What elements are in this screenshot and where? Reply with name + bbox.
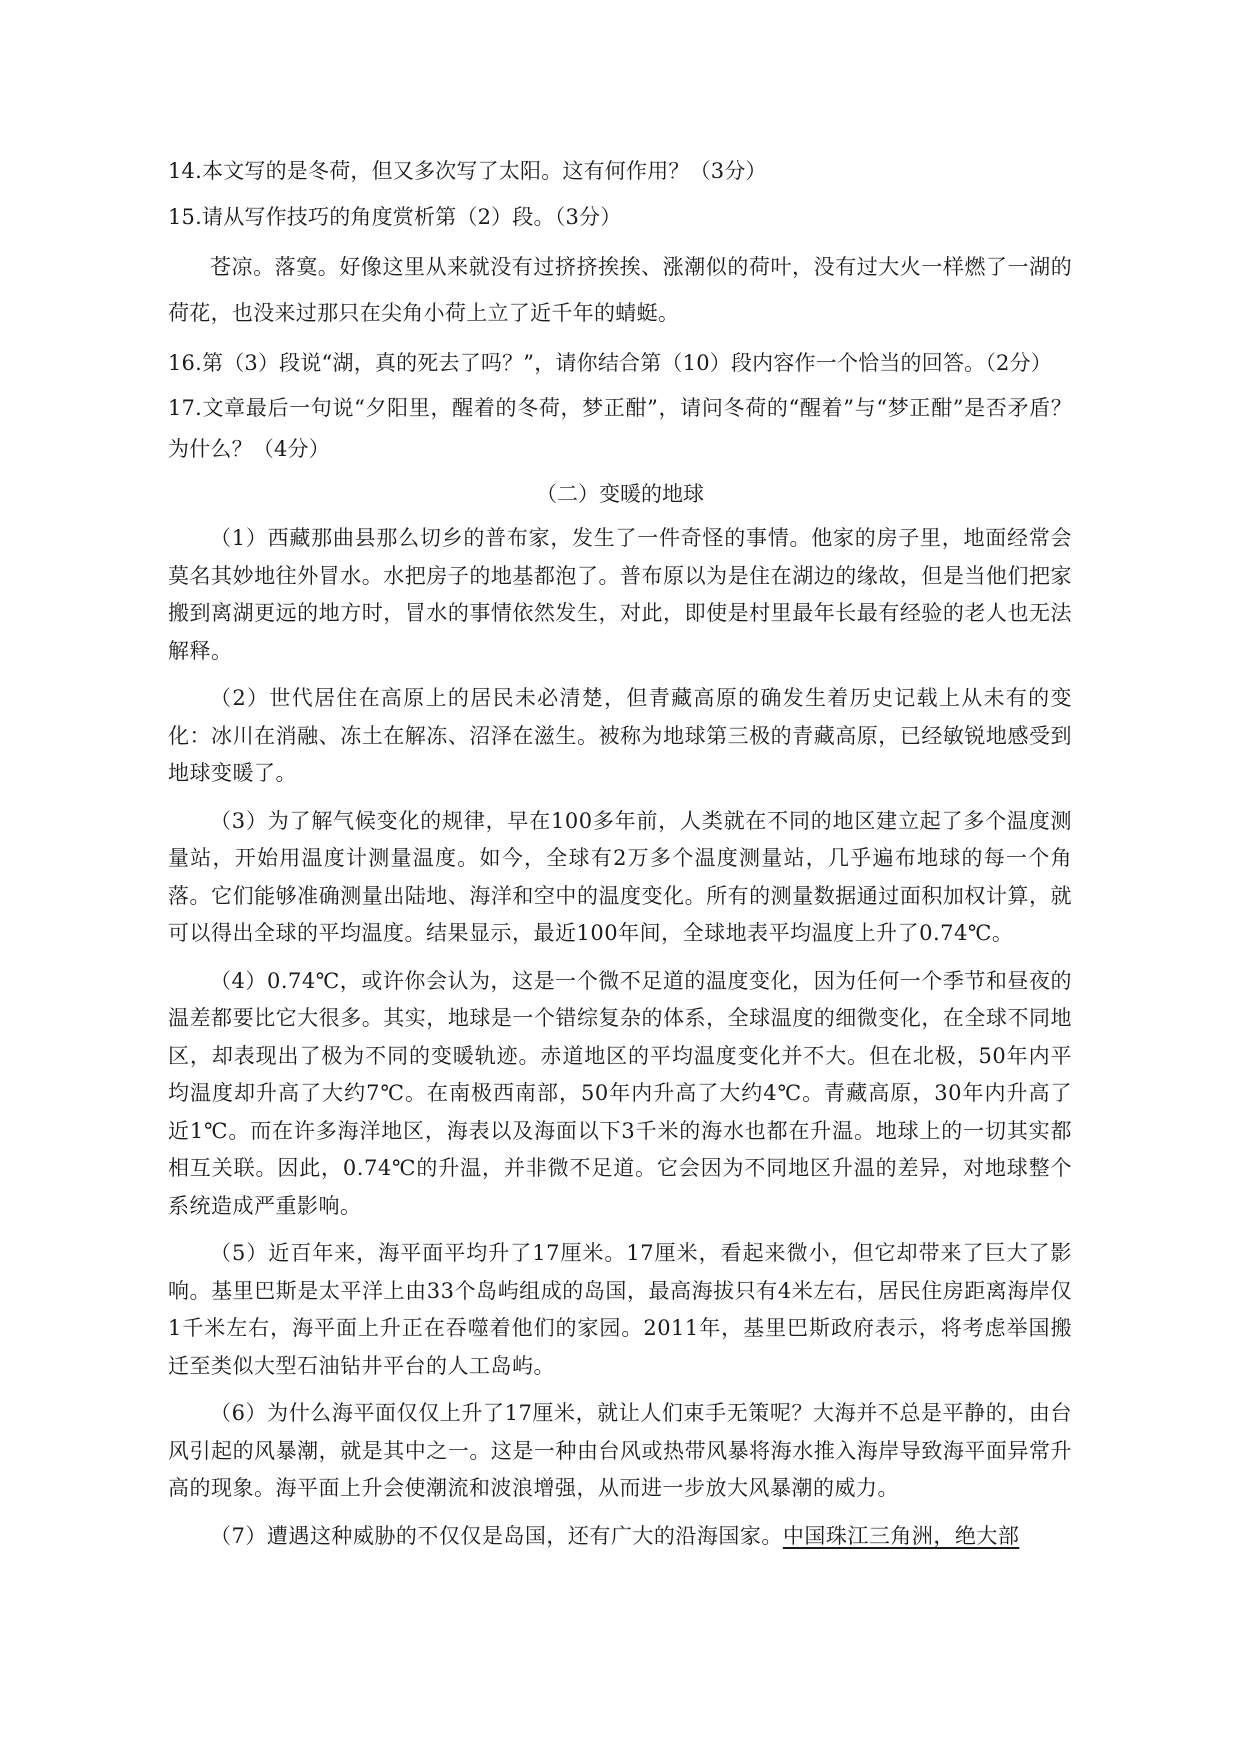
paragraph-2: （2）世代居住在高原上的居民未必清楚，但青藏高原的确发生着历史记载上从未有的变化：冰川在消融、冻土在解冻、沼泽在滋生。被称为地球第三极的青藏高原，已经敏锐地感受到地球变暖了。 xyxy=(168,686,1072,785)
paragraph-4: （4）0.74℃，或许你会认为，这是一个微不足道的温度变化，因为任何一个季节和昼夜的温差都要比它大很多。其实，地球是一个错综复杂的体系，全球温度的细微变化，在全球不同地区，却表现出了极为不同的变暖轨迹。赤道地区的平均温度变化并不大。但在北极，50年内平均温度却升高了大约7℃。在南极西南部，50年内升高了大约4℃。青藏高原，30年内升高了近1℃。而在许多海洋地区，海表以及海面以下3千米的海水也都在升温。地球上的一切其实都相互关联。因此，0.74℃的升温，并非微不足道。它会因为不同地区升温的差异，对地球整个系统造成严重影响。 xyxy=(168,968,1072,1218)
question-16: 16.第（3）段说“湖，真的死去了吗？”，请你结合第（10）段内容作一个恰当的回答。（2分） xyxy=(168,351,1053,375)
paragraph-3: （3）为了解气候变化的规律，早在100多年前，人类就在不同的地区建立起了多个温度测量站，开始用温度计测量温度。如今，全球有2万多个温度测量站，几乎遍布地球的每一个角落。它们能够准确测量出陆地、海洋和空中的温度变化。所有的测量数据通过面积加权计算，就可以得出全球的平均温度。结果显示，最近100年间，全球地表平均温度上升了0.74℃。 xyxy=(168,808,1072,945)
paragraph-5: （5）近百年来，海平面平均升了17厘米。17厘米，看起来微小，但它却带来了巨大了影响。基里巴斯是太平洋上由33个岛屿组成的岛国，最高海拔只有4米左右，居民住房距离海岸仅1千米左右，海平面上升正在吞噬着他们的家园。2011年，基里巴斯政府表示，将考虑举国搬迁至类似大型石油钻井平台的人工岛屿。 xyxy=(168,1241,1072,1378)
question-17: 17.文章最后一句说“夕阳里，醒着的冬荷，梦正酣”，请问冬荷的“醒着”与“梦正酣”是否矛盾？为什么？（4分） xyxy=(168,396,1072,461)
paragraph-1: （1）西藏那曲县那么切乡的普布家，发生了一件奇怪的事情。他家的房子里，地面经常会莫名其妙地往外冒水。水把房子的地基都泡了。普布原以为是住在湖边的缘故，但是当他们把家搬到离湖更远的地方时，冒水的事情依然发生，对此，即使是村里最年长最有经验的老人也无法解释。 xyxy=(168,526,1072,663)
question-15: 15.请从写作技巧的角度赏析第（2）段。（3分） xyxy=(168,205,622,229)
exam-page xyxy=(168,150,1072,1565)
paragraph-7-underlined-text: 中国珠江三角洲，绝大部 xyxy=(782,1523,1020,1548)
section-title: （二）变暖的地球 xyxy=(536,482,704,506)
paragraph-7-text: （7）遭遇这种威胁的不仅仅是岛国，还有广大的沿海国家。 xyxy=(210,1523,783,1548)
paragraph-7 xyxy=(168,1518,1072,1556)
question-14: 14.本文写的是冬荷，但又多次写了太阳。这有何作用？（3分） xyxy=(168,159,767,183)
paragraph-6: （6）为什么海平面仅仅上升了17厘米，就让人们束手无策呢？大海并不总是平静的，由台风引起的风暴潮，就是其中之一。这是一种由台风或热带风暴将海水推入海岸导致海平面异常升高的现象。海平面上升会使潮流和波浪增强，从而进一步放大风暴潮的威力。 xyxy=(168,1401,1072,1500)
question-15-quote: 苍凉。落寞。好像这里从来就没有过挤挤挨挨、涨潮似的荷叶，没有过大火一样燃了一湖的荷花，也没来过那只在尖角小荷上立了近千年的蜻蜓。 xyxy=(168,255,1072,325)
